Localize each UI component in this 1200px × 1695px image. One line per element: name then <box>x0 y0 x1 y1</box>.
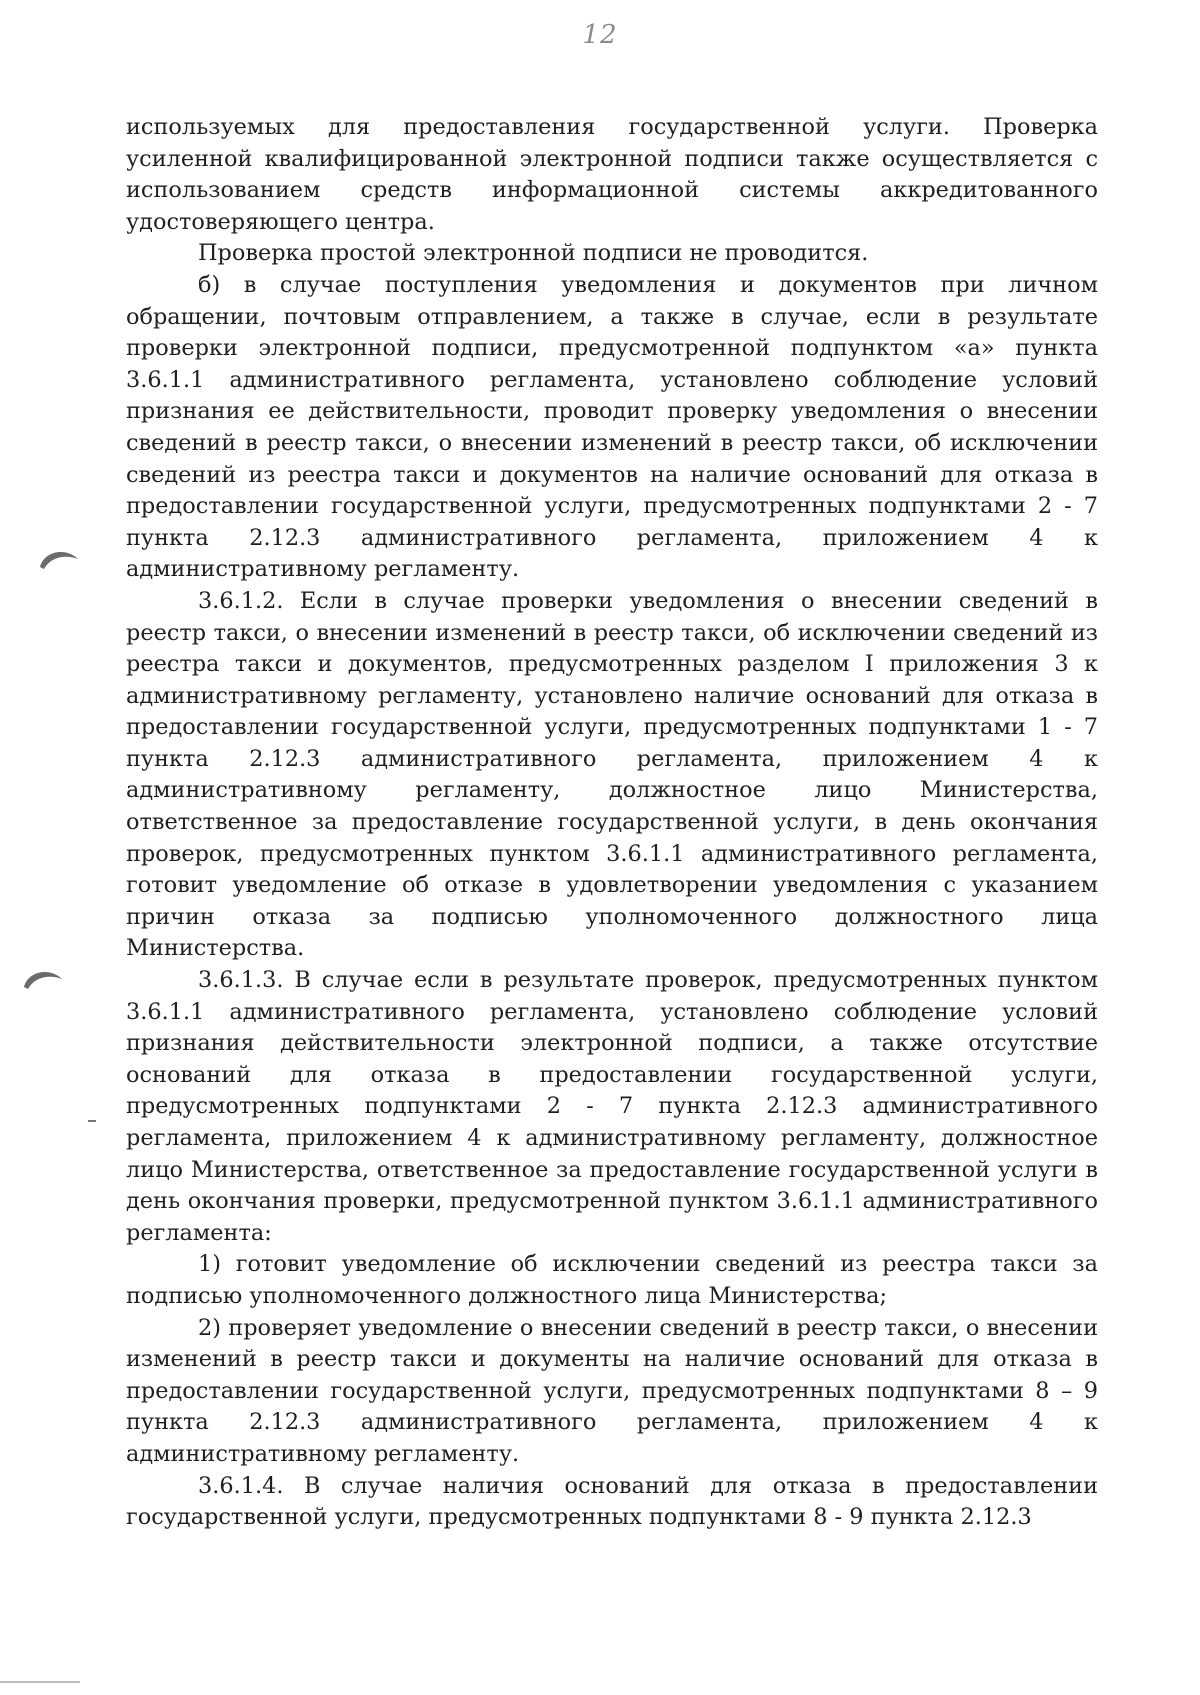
paragraph-3-6-1-3: 3.6.1.3. В случае если в результате проверок, предусмотренных пунктом 3.6.1.1 административного регламента, установлено соблюдение условий признания действительности электронной подписи, а также отсутствие оснований для отказа в предоставлении государственной услуги, предусмотренных подпунктами 2 - 7 пункта 2.12.3 административного регламента, приложением 4 к административному регламенту, должностное лицо Министерства, ответственное за предоставление государственной услуги в день окончания проверки, предусмотренной пунктом 3.6.1.1 административного регламента: <box>126 967 1098 1246</box>
paragraph-3-6-1-2: 3.6.1.2. Если в случае проверки уведомления о внесении сведений в реестр такси, о внесении изменений в реестр такси, об исключении сведений из реестра такси и документов, предусмотренных разделом I приложения 3 к административному регламенту, установлено наличие оснований для отказа в предоставлении государственной услуги, предусмотренных подпунктами 1 - 7 пункта 2.12.3 административного регламента, приложением 4 к административному регламенту, должностное лицо Министерства, ответственное за предоставление государственной услуги, в день окончания проверок, предусмотренных пунктом 3.6.1.1 административного регламента, готовит уведомление об отказе в удовлетворении уведомления с указанием причин отказа за подписью уполномоченного должностного лица Министерства. <box>126 587 1098 962</box>
paragraph-item-1: 1) готовит уведомление об исключении сведений из реестра такси за подписью уполномоченного должностного лица Министерства; <box>126 1251 1098 1309</box>
paragraph-simple-signature: Проверка простой электронной подписи не проводится. <box>198 240 869 267</box>
paragraph-continuation: используемых для предоставления государственной услуги. Проверка усиленной квалифицированной электронной подписи также осуществляется с использованием средств информационной системы аккредитованного удостоверяющего центра. <box>126 114 1098 235</box>
binder-hole-mark-upper-shape <box>36 545 80 571</box>
paragraph-item-b: б) в случае поступления уведомления и документов при личном обращении, почтовым отправлением, а также в случае, если в результате проверки электронной подписи, предусмотренной подпунктом «а» пункта 3.6.1.1 административного регламента, установлено соблюдение условий признания ее действительности, проводит проверку уведомления о внесении сведений в реестр такси, о внесении изменений в реестр такси, об исключении сведений из реестра такси и документов на наличие оснований для отказа в предоставлении государственной услуги, предусмотренных подпунктами 2 - 7 пункта 2.12.3 административного регламента, приложением 4 к административному регламенту. <box>126 271 1098 583</box>
binder-hole-mark-lower <box>20 965 64 991</box>
document-body <box>126 112 1098 1534</box>
page-number: 12 <box>582 20 618 50</box>
binder-hole-mark-lower-shape <box>20 965 64 991</box>
binder-hole-mark-upper <box>36 545 80 571</box>
paragraph-3-6-1-4: 3.6.1.4. В случае наличия оснований для отказа в предоставлении государственной услуги, предусмотренных подпунктами 8 - 9 пункта 2.12.3 <box>126 1472 1098 1531</box>
paragraph-item-2: 2) проверяет уведомление о внесении сведений в реестр такси, о внесении изменений в реестр такси и документы на наличие оснований для отказа в предоставлении государственной услуги, предусмотренных подпунктами 8 – 9 пункта 2.12.3 административного регламента, приложением 4 к административному регламенту. <box>126 1314 1098 1467</box>
margin-tick <box>88 1120 96 1122</box>
bottom-edge-line <box>0 1681 80 1683</box>
